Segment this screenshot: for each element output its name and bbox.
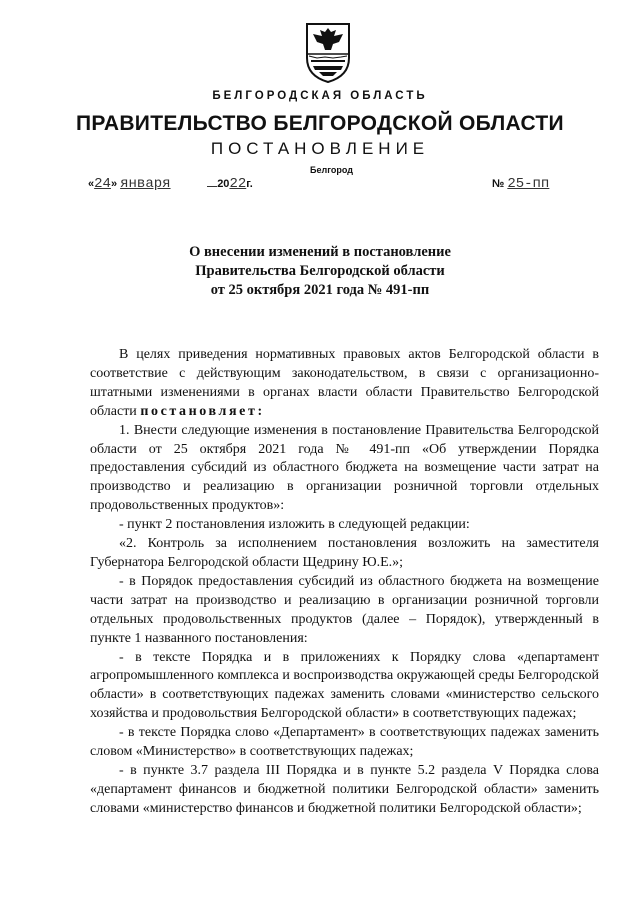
number-value: 25-пп [507,176,550,192]
document-type-heading: ПОСТАНОВЛЕНИЕ [210,139,430,158]
subitem-paragraph: - пункт 2 постановления изложить в следующей редакции: [119,517,470,533]
intro-text: В целях приведения нормативных правовых актов Белгородской области в соответствие с действующим законодательством, в связи с организационно-штатными изменениями в органах власти области Правительство Белгородской области [90,347,599,419]
number-prefix: № [492,178,505,190]
title-line: О внесении изменений в постановление [189,244,451,260]
document-title [0,243,640,300]
item-1-paragraph: 1. Внести следующие изменения в постановление Правительства Белгородской области от 25 октября 2021 года № 491-пп «Об утверждении Порядка предоставления субсидий из областного бюджета на возмещение части затрат на производство и реализацию в организации розничной торговли отдельных продовольственных продуктов»: [90,422,599,514]
intro-paragraph [90,346,599,422]
resolves-keyword: постановляет: [140,403,265,419]
date-month: января [120,176,171,192]
subitem-paragraph: - в тексте Порядка и в приложениях к Порядку слова «департамент агропромышленного комплекса и воспроизводства окружающей среды Белгородской области» в соответствующих падежах заменить словами «министерство сельского хозяйства и продовольствия Белгородской области» в соответствующих падежах; [90,649,599,722]
title-line: от 25 октября 2021 года № 491-пп [210,282,430,298]
date-close-quote: » [110,178,118,190]
quote-paragraph: «2. Контроль за исполнением постановления возложить на заместителя Губернатора Белгородской области Щедрину Ю.Е.»; [90,536,599,570]
date-year-prefix: 20 [217,178,230,190]
city-label: Белгород [310,165,353,175]
document-body [90,346,599,819]
subitem-paragraph: - в тексте Порядка слово «Департамент» в соответствующих падежах заменить словом «Министерство» в соответствующих падежах; [90,725,599,760]
title-line: Правительства Белгородской области [195,263,445,279]
date-day: 24 [94,176,111,192]
subitem-paragraph: - в Порядок предоставления субсидий из областного бюджета на возмещение части затрат на производство и реализацию в организации розничной торговли отдельных продовольственных продуктов (далее – Порядок), утвержденный в пункте 1 названного постановления: [90,573,599,646]
date-year-abbr: г. [246,178,253,190]
region-heading: БЕЛГОРОДСКАЯ ОБЛАСТЬ [212,90,428,102]
government-heading: ПРАВИТЕЛЬСТВО БЕЛГОРОДСКОЙ ОБЛАСТИ [76,112,564,135]
date-year-suffix: 22 [229,176,247,192]
coat-of-arms-emblem [303,18,353,84]
document-date [88,176,253,192]
subitem-paragraph: - в пункте 3.7 раздела III Порядка и в пункте 5.2 раздела V Порядка слова «департамент финансов и бюджетной политики Белгородской области» заменить словами «министерство финансов и бюджетной политики Белгородской области»; [90,762,599,816]
date-open-quote: « [88,178,95,190]
document-number [492,176,549,192]
